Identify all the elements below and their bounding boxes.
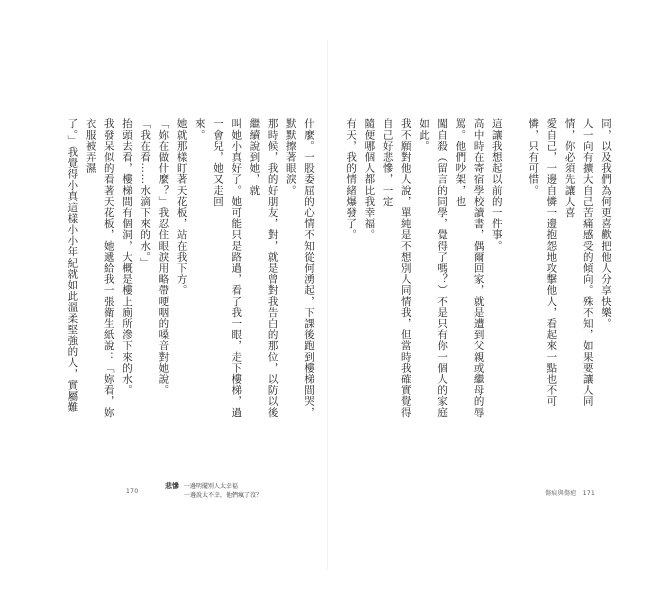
right-folio: [545, 488, 599, 497]
gutter: [327, 40, 328, 570]
left_page-line: 來。: [193, 118, 206, 141]
left_page-line: 「妳在做什麼？」我忍住眼淚用略帶哽咽的嗓音對她說。: [157, 118, 170, 396]
left-page-text: [63, 118, 318, 418]
right_page-line: 闖自殺（留言的同學，覺得了嗎？）不是只有你一個人的家庭如此。: [417, 118, 449, 418]
right_page-line: 隨便哪個人都比我幸福。: [363, 118, 376, 241]
right_page-line: 這讓我想起以前的一件事。: [490, 118, 503, 252]
right_page-line: 同，以及我們為何更喜歡把他人分享快樂。: [600, 118, 612, 329]
right_page-line: [506, 118, 524, 418]
right-page-text: [345, 118, 615, 418]
left_page-line: 她就那樣盯著天花板，站在我下方。: [175, 118, 188, 296]
left_page-line: 我發呆似的看著天花板，她遞給我一張衛生紙說：「妳看，妳衣服被弄濕: [84, 118, 115, 418]
right_page-line: 我不願對他人說，單純是不想別人同情我，但當時我確實覺得自己好悲慘，一定: [381, 118, 412, 418]
right_page-line: 有天，我的情緒爆發了。: [345, 118, 358, 241]
header-line-2: 一邊說太不幸，他們瘋了沒？: [184, 492, 263, 499]
left-page-number: 170: [126, 488, 139, 495]
right-page-number: 171: [582, 490, 596, 497]
left_page-line: 抬頭去看，樓梯間有個洞，大概是樓上廁所滲下來的水。: [120, 118, 133, 396]
left_page-line: 「我在看……水滴下來的水。」: [139, 118, 152, 269]
right_page-line: 愛自己，一邊自憐一邊抱怨地攻擊他人，看起來一點也不可憐，只有可惜。: [527, 118, 558, 407]
left_page-line: 那時候，我的好朋友，對，就是曾對我告白的那位，以防以後繼續說到她，就: [248, 118, 279, 418]
header-title: 悲慘: [165, 482, 179, 490]
left_page-line: 了。」我覺得小真這樣小小年紀就如此溫柔堅強的人，實屬難: [66, 118, 79, 413]
left_page-line: 叫她小真好了。她可能只是路過，看了我一眼，走下樓梯，過一會兒，她又走回: [211, 118, 243, 418]
left_page-line: 什麼。一股委屈的心情不知從何湧起，下課後跑到樓梯間哭，默默擦著眼淚。: [284, 118, 315, 418]
right-running-title: 傷痕與傷疤: [545, 490, 577, 497]
left-folio: [122, 488, 142, 495]
header-line-1: 一邊明擺別人太幸福: [183, 483, 238, 490]
right_page-line: 高中時在寄宿學校讀書，偶爾回家，就是遭到父親或繼母的辱罵。他們吵架，也: [454, 118, 485, 418]
left-running-header: [165, 482, 262, 500]
right_page-line: 人一向有擴大自己苦痛感受的傾向。殊不知，如果要讓人同情，你必須先讓人喜: [563, 118, 594, 407]
